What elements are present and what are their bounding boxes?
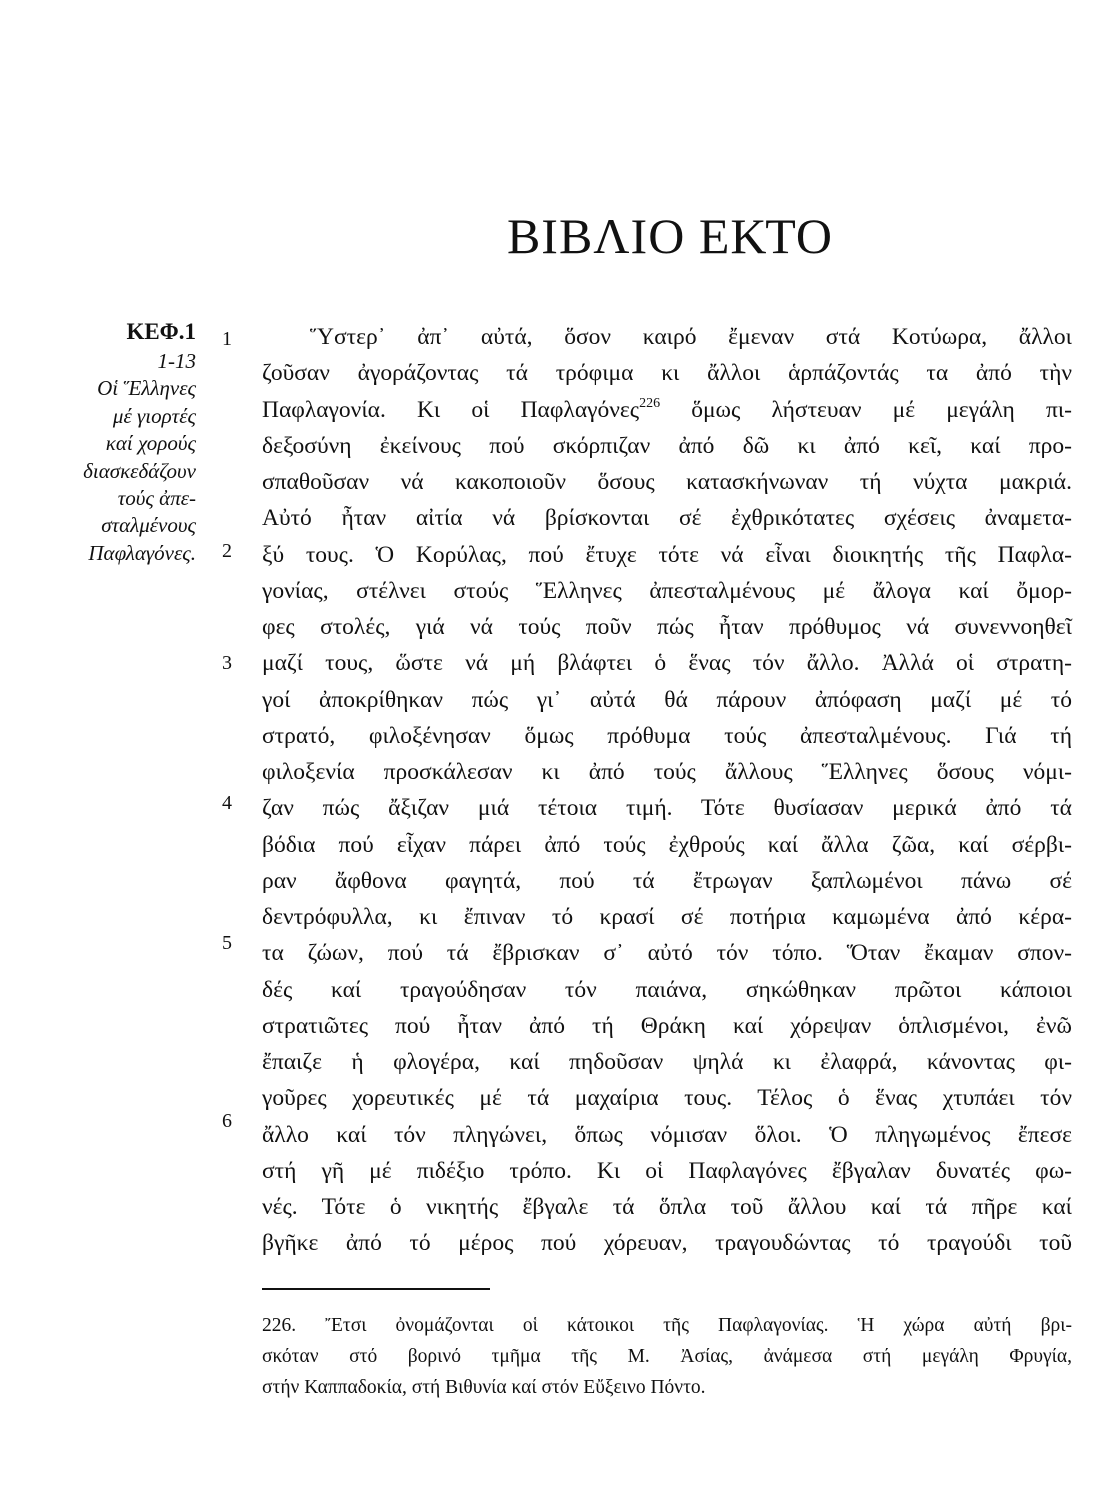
text-line: στρατό, φιλοξένησαν ὅμως πρόθυμα τούς ἀπεσταλμένους. Γιά τή bbox=[262, 722, 1072, 749]
footnote-line: 226. Ἔτσι ὀνομάζονται οἱ κάτοικοι τῆς Παφλαγονίας. Ἡ χώρα αὐτή βρι- bbox=[262, 1315, 1072, 1336]
verse-number: 2 bbox=[222, 540, 232, 562]
text-line: γονίας, στέλνει στούς Ἕλληνες ἀπεσταλμένους μέ ἄλογα καί ὄμορ- bbox=[262, 577, 1072, 604]
text-line: σπαθοῦσαν νά κακοποιοῦν ὅσους κατασκήνωναν τή νύχτα μακριά. bbox=[262, 469, 1072, 495]
sidenote-range: 1-13 bbox=[157, 349, 196, 373]
sidenote-line: διασκεδάζουν bbox=[83, 458, 196, 483]
verse-number-column bbox=[222, 0, 242, 1300]
text-fragment: ὅμως λήστευαν μέ μεγάλη πι- bbox=[660, 396, 1072, 423]
text-fragment: Παφλαγονία. Κι οἱ Παφλαγόνες bbox=[262, 396, 640, 423]
chapter-label: ΚΕΦ.1 bbox=[126, 319, 196, 344]
verse-number: 6 bbox=[222, 1110, 232, 1132]
text-line: μαζί τους, ὥστε νά μή βλάφτει ὁ ἕνας τόν ἄλλο. Ἀλλά οἱ στρατη- bbox=[262, 650, 1072, 677]
main-text-body bbox=[262, 319, 1072, 1262]
text-line: γοί ἀποκρίθηκαν πώς γι᾽ αὐτά θά πάρουν ἀπόφαση μαζί μέ τό bbox=[262, 686, 1072, 713]
sidenote-line: Παφλαγόνες. bbox=[88, 540, 196, 565]
verse-number: 5 bbox=[222, 932, 232, 954]
text-line: βόδια πού εἶχαν πάρει ἀπό τούς ἐχθρούς καί ἄλλα ζῶα, καί σέρβι- bbox=[262, 831, 1072, 858]
text-line: δεντρόφυλλα, κι ἔπιναν τό κρασί σέ ποτήρια καμωμένα ἀπό κέρα- bbox=[262, 904, 1072, 930]
text-line: ἔπαιζε ἡ φλογέρα, καί πηδοῦσαν ψηλά κι ἐλαφρά, κάνοντας φι- bbox=[262, 1049, 1072, 1075]
footnote-line: σκόταν στό βορινό τμῆμα τῆς Μ. Ἀσίας, ἀνάμεσα στή μεγάλη Φρυγία, bbox=[262, 1346, 1072, 1367]
text-line: Ὕστερ᾽ ἀπ᾽ αὐτά, ὅσον καιρό ἔμεναν στά Κοτύωρα, ἄλλοι bbox=[310, 324, 1072, 350]
text-line: στή γῆ μέ πιδέξιο τρόπο. Κι οἱ Παφλαγόνες ἔβγαλαν δυνατές φω- bbox=[262, 1157, 1072, 1184]
book-title: ΒΙΒΛΙΟ ΕΚΤΟ bbox=[506, 208, 834, 264]
footnote-reference[interactable]: 226 bbox=[639, 395, 661, 411]
sidenote-line: μέ γιορτές bbox=[112, 403, 196, 428]
text-line: δεξοσύνη ἐκείνους πού σκόρπιζαν ἀπό δῶ κι ἀπό κεῖ, καί προ- bbox=[262, 432, 1072, 459]
sidenote-line: Οἱ Ἕλληνες bbox=[97, 376, 196, 401]
text-line: νές. Τότε ὁ νικητής ἔβγαλε τά ὅπλα τοῦ ἄλλου καί τά πῆρε καί bbox=[262, 1194, 1072, 1220]
text-line: ζοῦσαν ἀγοράζοντας τά τρόφιμα κι ἄλλοι ἁρπάζοντάς τα ἀπό τὴν bbox=[262, 360, 1072, 387]
text-line bbox=[262, 392, 1072, 428]
sidenote-line: σταλμένους bbox=[101, 513, 196, 538]
text-line: βγῆκε ἀπό τό μέρος πού χόρευαν, τραγουδώντας τό τραγούδι τοῦ bbox=[262, 1230, 1072, 1257]
verse-number: 3 bbox=[222, 652, 232, 674]
footnote bbox=[262, 1310, 1072, 1403]
text-line: ζαν πώς ἄξιζαν μιά τέτοια τιμή. Τότε θυσίασαν μερικά ἀπό τά bbox=[262, 795, 1072, 822]
text-line: δές καί τραγούδησαν τόν παιάνα, σηκώθηκαν πρῶτοι κάποιοι bbox=[262, 976, 1072, 1003]
text-line: Αὐτό ἦταν αἰτία νά βρίσκονται σέ ἐχθρικότατες σχέσεις ἀναμετα- bbox=[262, 505, 1072, 532]
text-line: φες στολές, γιά νά τούς ποῦν πώς ἦταν πρόθυμος νά συνεννοηθεῖ bbox=[262, 614, 1072, 640]
verse-number: 1 bbox=[222, 328, 232, 350]
text-line: ραν ἄφθονα φαγητά, πού τά ἔτρωγαν ξαπλωμένοι πάνω σέ bbox=[262, 867, 1072, 894]
text-line: γοῦρες χορευτικές μέ τά μαχαίρια τους. Τέλος ὁ ἕνας χτυπάει τόν bbox=[262, 1085, 1072, 1112]
chapter-sidenote bbox=[30, 316, 196, 567]
text-line: τα ζώων, πού τά ἔβρισκαν σ᾽ αὐτό τόν τόπο. Ὅταν ἔκαμαν σπον- bbox=[262, 940, 1072, 967]
verse-number: 4 bbox=[222, 792, 232, 814]
text-line: στρατιῶτες πού ἦταν ἀπό τή Θράκη καί χόρεψαν ὁπλισμένοι, ἐνῶ bbox=[262, 1012, 1072, 1039]
text-line: ἄλλο καί τόν πληγώνει, ὅπως νόμισαν ὅλοι. Ὁ πληγωμένος ἔπεσε bbox=[262, 1121, 1072, 1148]
sidenote-line: καί χορούς bbox=[105, 431, 196, 456]
sidenote-line: τούς ἀπε- bbox=[117, 486, 196, 511]
text-line: φιλοξενία προσκάλεσαν κι ἀπό τούς ἄλλους Ἕλληνες ὅσους νόμι- bbox=[262, 759, 1072, 785]
footnote-divider bbox=[262, 1288, 490, 1290]
text-line: ξύ τους. Ὁ Κορύλας, πού ἔτυχε τότε νά εἶναι διοικητής τῆς Παφλα- bbox=[262, 541, 1072, 568]
footnote-line: στήν Καππαδοκία, στή Βιθυνία καί στόν Εὔξεινο Πόντο. bbox=[262, 1377, 706, 1398]
